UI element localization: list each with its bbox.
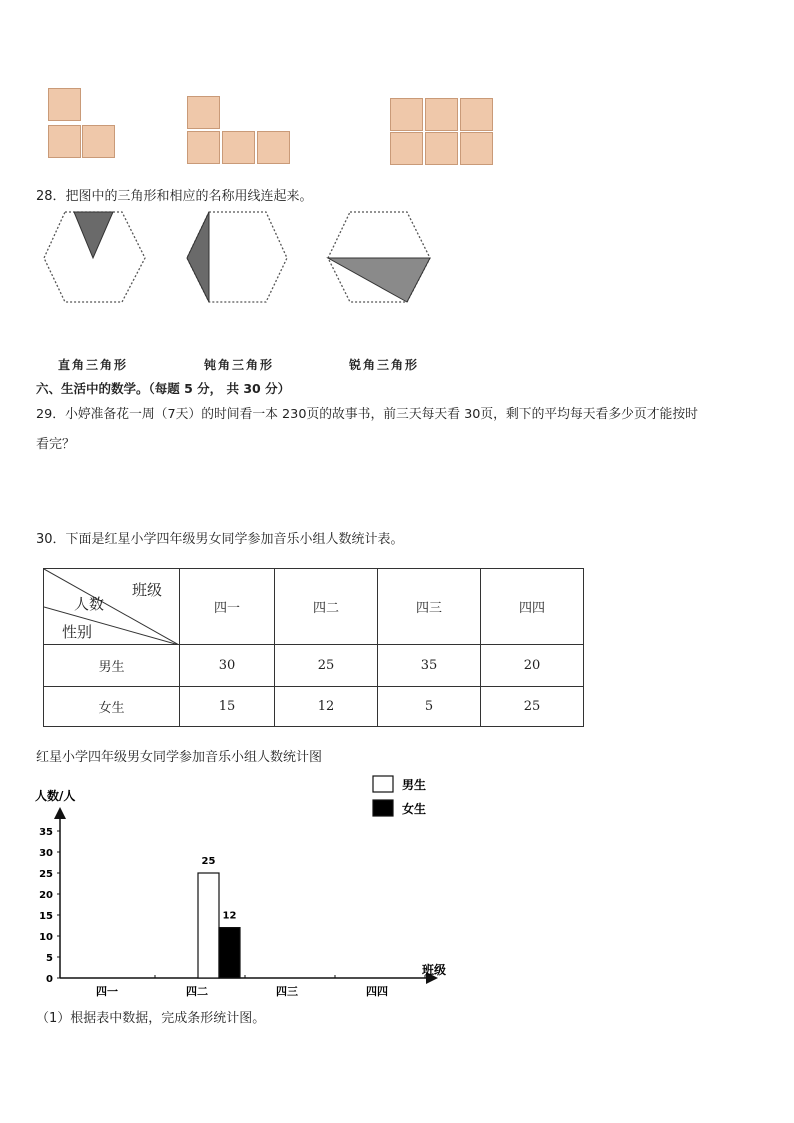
y-tick-label: 0 xyxy=(46,974,53,985)
bar-data-label: 25 xyxy=(201,856,216,867)
bar-boys xyxy=(198,873,219,978)
x-tick-label: 四一 xyxy=(96,985,118,998)
x-axis-label: 班级 xyxy=(422,963,447,977)
square xyxy=(187,131,220,164)
square xyxy=(48,125,81,158)
table-cell: 12 xyxy=(275,687,378,727)
corner-label-gender: 性别 xyxy=(62,623,93,641)
table-cell: 30 xyxy=(180,645,275,687)
square xyxy=(460,132,493,165)
legend-swatch-girls xyxy=(373,800,393,816)
row-label: 女生 xyxy=(44,687,180,727)
y-tick-label: 25 xyxy=(39,869,53,880)
question-30: 30．下面是红星小学四年级男女同学参加音乐小组人数统计表。 xyxy=(36,532,404,547)
square xyxy=(460,98,493,131)
bar-girls xyxy=(219,928,240,978)
y-tick-label: 35 xyxy=(39,827,53,838)
table-cell: 25 xyxy=(275,645,378,687)
table-row xyxy=(44,687,584,727)
y-axis-label: 人数/人 xyxy=(35,789,76,803)
square xyxy=(390,98,423,131)
bar-data-label: 12 xyxy=(222,910,237,922)
table-row xyxy=(44,645,584,687)
table-cell: 20 xyxy=(481,645,584,687)
hexagon-acute-triangle xyxy=(328,212,430,302)
question-28: 28．把图中的三角形和相应的名称用线连起来。 xyxy=(36,189,313,204)
square xyxy=(425,98,458,131)
y-tick-label: 20 xyxy=(39,890,53,901)
table-corner-cell xyxy=(44,569,180,645)
label-right-triangle: 直角三角形 xyxy=(58,358,129,372)
table-header-row xyxy=(44,569,584,645)
row-label: 男生 xyxy=(44,645,180,687)
square xyxy=(82,125,115,158)
label-acute-triangle: 锐角三角形 xyxy=(349,358,420,372)
question-30-part-1: （1）根据表中数据，完成条形统计图。 xyxy=(36,1011,266,1026)
y-tick-label: 30 xyxy=(39,848,53,859)
chart-title: 红星小学四年级男女同学参加音乐小组人数统计图 xyxy=(36,750,323,765)
hexagon-figures xyxy=(40,210,440,305)
y-tick-label: 15 xyxy=(39,911,53,922)
legend-label-girls: 女生 xyxy=(402,802,427,816)
question-29-line2: 看完？ xyxy=(36,437,76,452)
label-obtuse-triangle: 钝角三角形 xyxy=(204,358,275,372)
square xyxy=(425,132,458,165)
table-cell: 15 xyxy=(180,687,275,727)
column-header: 四四 xyxy=(481,569,584,645)
square xyxy=(222,131,255,164)
legend-swatch-boys xyxy=(373,776,393,792)
corner-label-class: 班级 xyxy=(132,581,163,599)
y-tick-label: 5 xyxy=(46,953,53,964)
column-header: 四一 xyxy=(180,569,275,645)
square xyxy=(257,131,290,164)
column-header: 四三 xyxy=(378,569,481,645)
question-29-line1: 29．小婷准备花一周（7天）的时间看一本 230页的故事书，前三天每天看 30页，剩下的平均每天看多少页才能按时 xyxy=(36,407,698,422)
column-header: 四二 xyxy=(275,569,378,645)
legend-label-boys: 男生 xyxy=(402,778,427,792)
square xyxy=(390,132,423,165)
x-tick-label: 四二 xyxy=(186,985,208,998)
y-tick-label: 10 xyxy=(39,932,53,943)
table-cell: 5 xyxy=(378,687,481,727)
hexagon-obtuse-triangle xyxy=(187,212,287,302)
table-cell: 35 xyxy=(378,645,481,687)
corner-label-count: 人数 xyxy=(74,595,105,613)
x-tick-label: 四四 xyxy=(366,985,388,998)
hexagon-right-triangle xyxy=(44,212,145,302)
statistics-table xyxy=(43,568,584,727)
square xyxy=(48,88,81,121)
section-6-heading: 六、生活中的数学。（每题 5 分， 共 30 分） xyxy=(36,381,291,396)
table-cell: 25 xyxy=(481,687,584,727)
bar-chart xyxy=(30,770,460,1005)
square xyxy=(187,96,220,129)
x-tick-label: 四三 xyxy=(276,985,298,998)
